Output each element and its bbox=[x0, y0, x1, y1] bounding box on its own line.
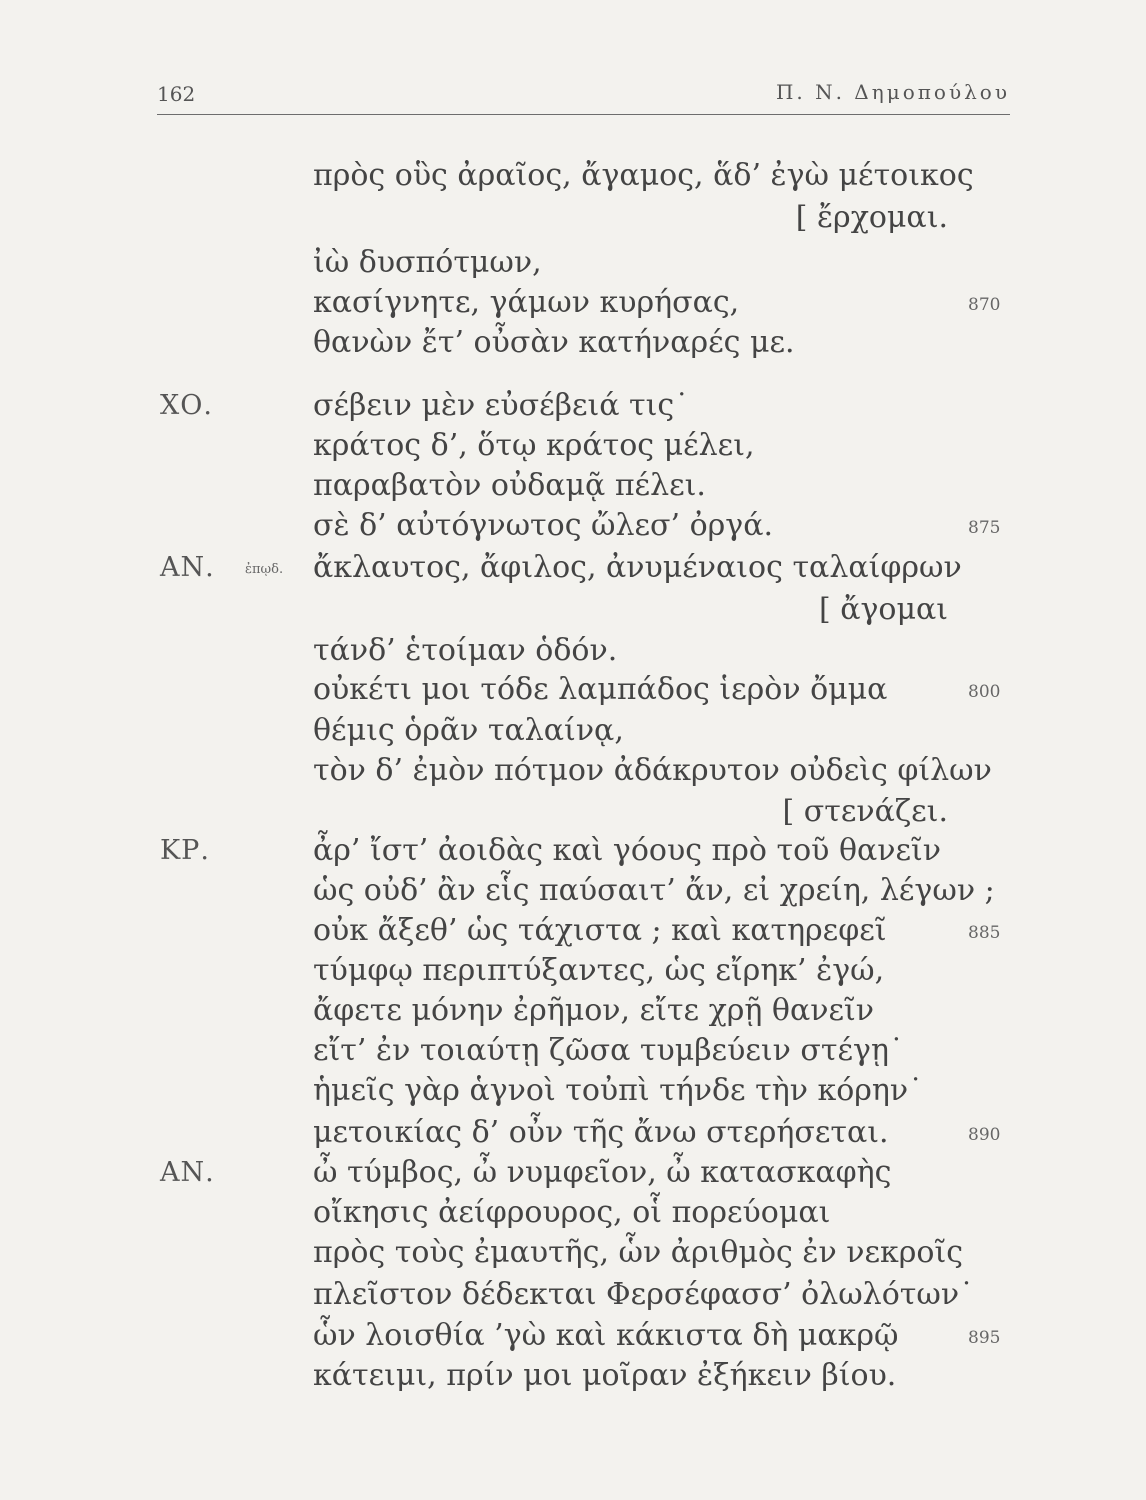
marginal-note: ἐπῳδ. bbox=[245, 562, 284, 577]
verse-continuation: [ ἔρχομαι. bbox=[795, 200, 948, 235]
verse-text-line: οὐκ ἄξεθ’ ὡς τάχιστα ; καὶ κατηρεφεῖ bbox=[313, 913, 887, 948]
line-number: 890 bbox=[968, 1125, 1001, 1145]
verse-line bbox=[0, 1277, 1146, 1323]
verse-text-line: οἴκησις ἀείφρουρος, οἷ πορεύομαι bbox=[313, 1195, 831, 1230]
verse-line bbox=[0, 672, 1146, 718]
verse-text-line: σέβειν μὲν εὐσέβειά τις˙ bbox=[313, 388, 690, 423]
verse-text-line: κάτειμι, πρίν μοι μοῖραν ἐξήκειν βίου. bbox=[313, 1358, 897, 1393]
verse-line bbox=[0, 508, 1146, 554]
verse-line bbox=[0, 325, 1146, 371]
verse-text-line: τὸν δ’ ἐμὸν πότμον ἀδάκρυτον οὐδεὶς φίλων bbox=[313, 753, 992, 788]
verse-line bbox=[0, 200, 1146, 246]
verse-text-line: κασίγνητε, γάμων κυρήσας, bbox=[313, 285, 740, 320]
verse-text-line: σὲ δ’ αὐτόγνωτος ὤλεσ’ ὀργά. bbox=[313, 508, 774, 543]
verse-line bbox=[0, 1073, 1146, 1119]
verse-continuation: [ στενάζει. bbox=[782, 794, 948, 829]
verse-text-line: ἄκλαυτος, ἄφιλος, ἀνυμέναιος ταλαίφρων bbox=[313, 550, 962, 585]
verse-line bbox=[0, 592, 1146, 638]
verse-text-line: ἡμεῖς γὰρ ἁγνοὶ τοὐπὶ τήνδε τὴν κόρην˙ bbox=[313, 1073, 924, 1108]
verse-line bbox=[0, 158, 1146, 204]
verse-text-line: ἰὼ δυσπότμων, bbox=[313, 245, 542, 280]
verse-line bbox=[0, 550, 1146, 596]
verse-text-line: θέμις ὁρᾶν ταλαίνᾳ, bbox=[313, 713, 624, 748]
verse-text-line: πλεῖστον δέδεκται Φερσέφασσ’ ὀλωλότων˙ bbox=[313, 1277, 975, 1312]
verse-text-line: ἆρ’ ἴστ’ ἀοιδὰς καὶ γόους πρὸ τοῦ θανεῖν bbox=[313, 833, 942, 868]
verse-text-line: τύμφῳ περιπτύξαντες, ὡς εἴρηκ’ ἐγώ, bbox=[313, 953, 885, 988]
verse-text-line: ὧν λοισθία ’γὼ καὶ κάκιστα δὴ μακρῷ bbox=[313, 1318, 899, 1353]
verse-text-line: ἄφετε μόνην ἐρῆμον, εἴτε χρῇ θανεῖν bbox=[313, 993, 875, 1028]
speaker-label: ΚΡ. bbox=[160, 835, 210, 866]
speaker-label: ΑΝ. bbox=[160, 1157, 215, 1188]
verse-text-line: τάνδ’ ἑτοίμαν ὁδόν. bbox=[313, 633, 618, 668]
verse-text-line: εἴτ’ ἐν τοιαύτῃ ζῶσα τυμβεύειν στέγῃ˙ bbox=[313, 1033, 904, 1068]
verse-line bbox=[0, 753, 1146, 799]
speaker-label: ΑΝ. bbox=[160, 552, 215, 583]
line-number: 800 bbox=[968, 682, 1001, 702]
verse-continuation: [ ἄγομαι bbox=[818, 592, 948, 627]
line-number: 895 bbox=[968, 1328, 1001, 1348]
verse-text-line: οὐκέτι μοι τόδε λαμπάδος ἱερὸν ὄμμα bbox=[313, 672, 888, 707]
running-head: Π. Ν. Δημοπούλου bbox=[775, 80, 1010, 104]
verse-line bbox=[0, 1358, 1146, 1404]
verse-text-line: πρὸς οὓς ἀραῖος, ἄγαμος, ἅδ’ ἐγὼ μέτοικος bbox=[313, 158, 974, 193]
verse-text-line: κράτος δ’, ὅτῳ κράτος μέλει, bbox=[313, 428, 755, 463]
verse-text-line: πρὸς τοὺς ἐμαυτῆς, ὧν ἀριθμὸς ἐν νεκροῖς bbox=[313, 1235, 964, 1270]
speaker-label: ΧΟ. bbox=[160, 390, 213, 421]
line-number: 870 bbox=[968, 295, 1001, 315]
line-number: 875 bbox=[968, 518, 1001, 538]
verse-text-line: ὡς οὐδ’ ἂν εἷς παύσαιτ’ ἄν, εἰ χρείη, λέγων ; bbox=[313, 873, 995, 908]
verse-text-line: θανὼν ἔτ’ οὖσὰν κατήναρές με. bbox=[313, 325, 795, 360]
page-number: 162 bbox=[157, 82, 196, 106]
verse-line bbox=[0, 1235, 1146, 1281]
line-number: 885 bbox=[968, 923, 1001, 943]
verse-text-line: μετοικίας δ’ οὖν τῆς ἄνω στερήσεται. bbox=[313, 1115, 889, 1150]
verse-text-line: παραβατὸν οὐδαμᾷ πέλει. bbox=[313, 468, 706, 503]
verse-text-line: ὦ τύμβος, ὦ νυμφεῖον, ὦ κατασκαφὴς bbox=[313, 1155, 892, 1190]
